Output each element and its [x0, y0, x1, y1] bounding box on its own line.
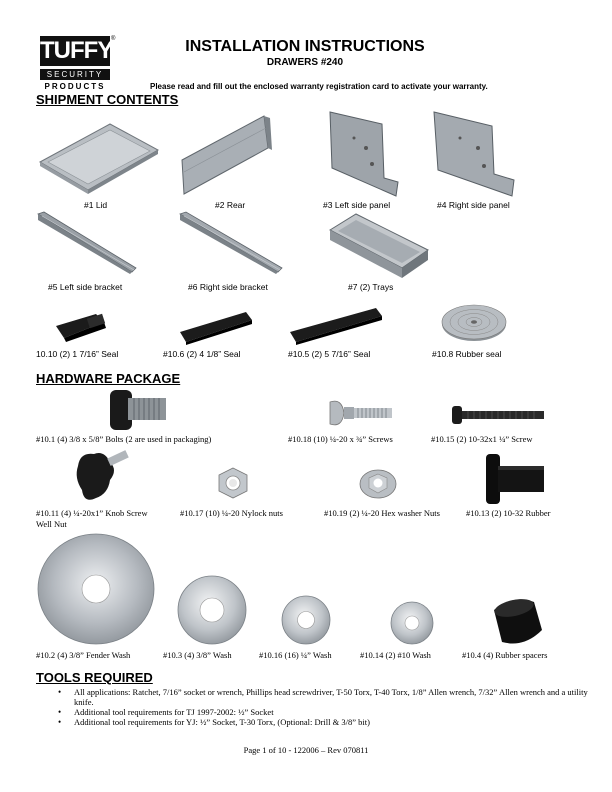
tray-image — [326, 212, 430, 280]
rubber-seal-disc-image — [440, 302, 508, 344]
tools-item-yj: • Additional tool requirements for YJ: ½” Socket, T-30 Torx, (Optional: Drill & 3/8” bit) — [58, 717, 588, 727]
shipment-caption-10: #10.5 (2) 5 7/16” Seal — [288, 349, 371, 359]
fender-washer-image — [36, 532, 156, 646]
hardware-caption-8: #10.2 (4) 3/8” Fender Wash — [36, 650, 131, 660]
tools-list — [58, 687, 588, 727]
hardware-caption-5: #10.17 (10) ¼-20 Nylock nuts — [180, 508, 283, 518]
hardware-caption-12: #10.4 (4) Rubber spacers — [462, 650, 548, 660]
washer-10-image — [388, 600, 436, 646]
page-subtitle: DRAWERS #240 — [266, 57, 344, 68]
rear-panel-image — [178, 112, 274, 198]
page-footer: Page 1 of 10 - 122006 – Rev 070811 — [243, 745, 369, 755]
section-shipment-contents: SHIPMENT CONTENTS — [36, 92, 179, 107]
shipment-caption-2: #2 Rear — [215, 200, 246, 210]
right-side-panel-image — [430, 108, 522, 200]
logo-brand: TUFFY — [40, 37, 113, 64]
section-hardware-package: HARDWARE PACKAGE — [36, 371, 181, 386]
washer-3-8-image — [176, 574, 248, 646]
shipment-caption-5: #5 Left side bracket — [48, 282, 123, 292]
seal-long-image — [288, 306, 384, 346]
seal-medium-image — [178, 310, 256, 346]
tools-item-tj: • Additional tool requirements for TJ 1997-2002: ½” Socket — [58, 707, 588, 717]
page-title: INSTALLATION INSTRUCTIONS — [185, 38, 425, 55]
tuffy-logo — [40, 36, 116, 92]
hex-washer-nut-image — [358, 466, 398, 500]
shipment-caption-4: #4 Right side panel — [437, 200, 510, 210]
logo-registered-mark: ® — [111, 36, 116, 42]
knob-screw-image — [74, 448, 132, 506]
shipment-caption-9: #10.6 (2) 4 1/8” Seal — [163, 349, 241, 359]
rubber-well-nut-image — [484, 452, 546, 506]
shipment-caption-7: #7 (2) Trays — [348, 282, 394, 292]
section-tools-required: TOOLS REQUIRED — [36, 670, 153, 685]
hardware-caption-4b: Well Nut — [36, 519, 67, 529]
shipment-caption-6: #6 Right side bracket — [188, 282, 268, 292]
hardware-caption-9: #10.3 (4) 3/8” Wash — [163, 650, 232, 660]
hardware-caption-3: #10.15 (2) 10-32x1 ¼” Screw — [431, 434, 533, 444]
washer-1-4-image — [280, 594, 332, 646]
shipment-caption-11: #10.8 Rubber seal — [432, 349, 502, 359]
shipment-caption-8: 10.10 (2) 1 7/16” Seal — [36, 349, 119, 359]
logo-line-1: SECURITY — [40, 69, 110, 80]
black-bolt-image — [108, 388, 170, 432]
rubber-spacer-image — [484, 596, 550, 648]
logo-line-2: PRODUCTS — [44, 82, 106, 91]
hardware-caption-1: #10.1 (4) 3/8 x 5/8” Bolts (2 are used in packaging) — [36, 434, 212, 444]
long-screw-image — [450, 404, 546, 426]
warranty-note: Please read and fill out the enclosed warranty registration card to activate your warranty. — [150, 82, 488, 91]
hardware-caption-6: #10.19 (2) ¼-20 Hex washer Nuts — [324, 508, 440, 518]
carriage-screw-image — [328, 398, 394, 428]
shipment-caption-1: #1 Lid — [84, 200, 108, 210]
seal-short-image — [54, 312, 110, 344]
hardware-caption-7: #10.13 (2) 10-32 Rubber — [466, 508, 551, 518]
shipment-caption-3: #3 Left side panel — [323, 200, 391, 210]
hardware-caption-4: #10.11 (4) ¼-20x1” Knob Screw — [36, 508, 148, 518]
lid-panel-image — [38, 122, 160, 194]
right-bracket-image — [176, 210, 286, 276]
left-side-panel-image — [326, 108, 408, 200]
hardware-caption-10: #10.16 (16) ¼” Wash — [259, 650, 332, 660]
left-bracket-image — [36, 210, 140, 276]
nylock-nut-image — [216, 466, 250, 500]
tools-item-all: • All applications: Ratchet, 7/16” socket or wrench, Phillips head screwdriver, T-50 Torx, T-40 Torx, 1/8” Allen wrench, 7/32” Allen wrench and a utility knife. — [58, 687, 588, 707]
hardware-caption-11: #10.14 (2) #10 Wash — [360, 650, 431, 660]
hardware-caption-2: #10.18 (10) ¼-20 x ¾” Screws — [288, 434, 393, 444]
